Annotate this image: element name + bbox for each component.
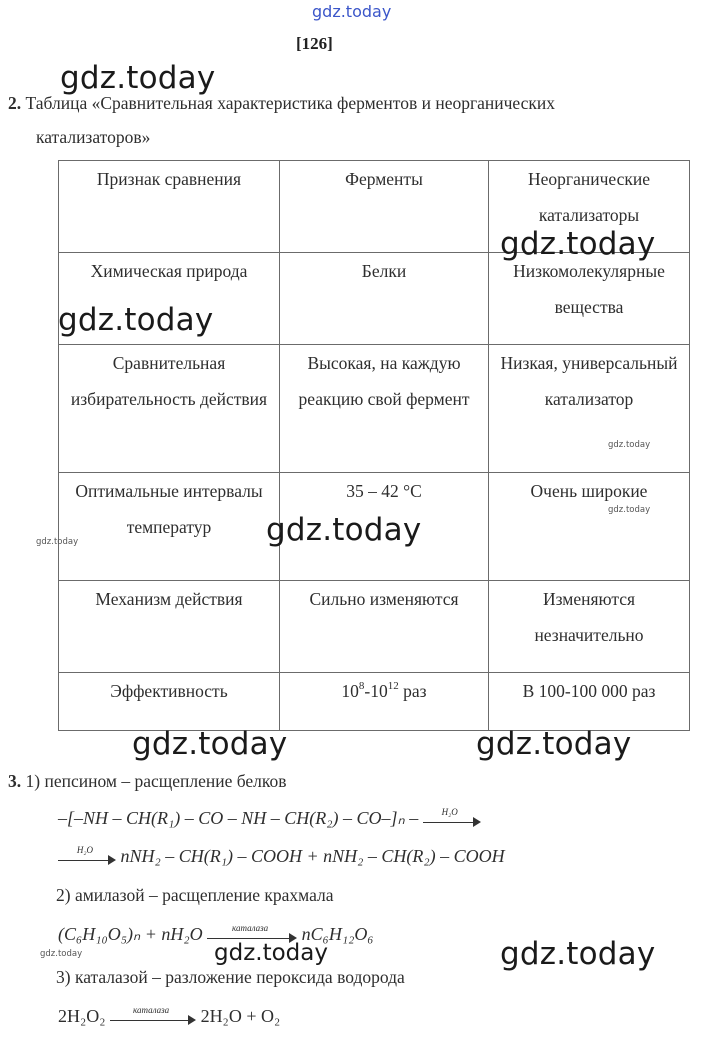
arrow-label: H₂O [76,844,94,855]
task3-item1 [8,766,287,796]
eff-exp1: 8 [358,680,365,693]
watermark-small: gdz.today [40,949,83,959]
reaction-arrow [58,844,116,868]
table-cell-efficiency [280,673,489,731]
arrow-label: каталаза [232,922,269,933]
reaction-arrow [110,1004,196,1028]
table-cell: Низкая, универсальный катализатор [489,345,690,473]
table-cell: Белки [280,253,489,345]
eff-suffix: раз [398,681,427,701]
eq3-left: 2H₂O₂ [58,1006,106,1026]
table-cell: Механизм действия [59,581,280,673]
watermark: gdz.today [214,940,328,966]
task3-item2: 2) амилазой – расщепление крахмала [56,885,334,905]
table-cell: В 100-100 000 раз [489,673,690,731]
watermark: gdz.today [500,226,656,262]
table-cell: Высокая, на каждую реакцию свой фермент [280,345,489,473]
arrow-label: каталаза [132,1004,170,1015]
table-row [59,581,690,673]
task2-title-line1: Таблица «Сравнительная характеристика ферментов и неорганических [25,93,556,113]
task3-item3: 3) каталазой – разложение пероксида водорода [56,967,405,987]
table-row [59,345,690,473]
reaction-arrow [423,806,481,830]
table-cell: Признак сравнения [59,161,280,253]
watermark-small: gdz.today [608,440,651,450]
eff-base1: 10 [341,681,359,701]
equation-3 [58,1006,280,1028]
table-row [59,673,690,731]
task3-number: 3. [8,771,22,791]
watermark: gdz.today [60,60,216,96]
arrow-label: H₂O [441,806,458,817]
equation-1-line1 [58,808,481,830]
table-cell: Эффективность [59,673,280,731]
watermark-small: gdz.today [36,537,79,547]
table-cell: Очень широкие [489,473,690,581]
watermark: gdz.today [476,726,632,762]
eq2-left: (C₆H₁₀O₅)ₙ + nH₂O [58,924,203,944]
eq1-line1-text: –[–NH – CH(R₁) – CO – NH – CH(R₂) – CO–]ₙ – [58,808,419,828]
eff-exp2: 12 [387,680,399,693]
table-cell: Изменяются незначительно [489,581,690,673]
eq3-right: 2H₂O + O₂ [200,1006,281,1026]
task2-title-line2: катализаторов» [36,127,151,147]
task3-item1-text: 1) пепсином – расщепление белков [25,771,287,791]
watermark-top: gdz.today [312,2,392,21]
table-cell: Неорганические катализаторы [489,161,690,253]
eq1-line2-text: nNH₂ – CH(R₁) – COOH + nNH₂ – CH(R₂) – COOH [120,846,505,866]
watermark: gdz.today [500,936,656,972]
watermark: gdz.today [266,512,422,548]
table-cell: Химическая природа [59,253,280,345]
watermark-small: gdz.today [608,505,651,515]
table-cell: Оптимальные интервалы температур [59,473,280,581]
eff-mid: -10 [364,681,388,701]
page-number: [126] [296,34,333,53]
watermark: gdz.today [58,302,214,338]
task2-number: 2. [8,93,22,113]
table-cell: Ферменты [280,161,489,253]
watermark: gdz.today [132,726,288,762]
table-cell: Сравнительная избирательность действия [59,345,280,473]
table-cell: 35 – 42 °С [280,473,489,581]
table-cell: Сильно изменяются [280,581,489,673]
table-cell: Низкомолекулярные вещества [489,253,690,345]
equation-1-line2 [58,846,505,868]
eq2-right: nC₆H₁₂O₆ [301,924,374,944]
